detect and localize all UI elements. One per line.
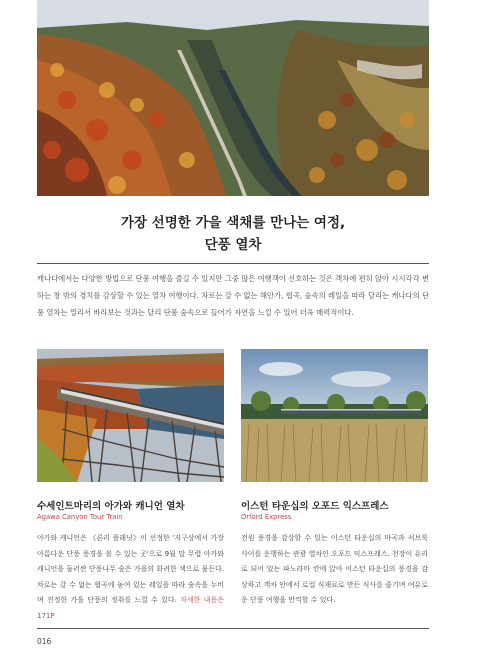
article-headline [37,212,429,256]
hero-photo-autumn-valley [37,0,429,196]
orford-express-photo [241,349,428,482]
headline-line-2: 단풍 열차 [204,237,262,253]
card-2-subtitle: Orford Express [241,513,292,521]
card-2-body: 전원 풍경을 감상할 수 있는 이스턴 타운십의 마곡과 셔브룩 사이를 운행하는 관광 열차인 오포드 익스프레스. 천장이 유리로 되어 있는 파노라마 칸에 앉아 이스턴 타운십의 풍경을 감상하고 객차 안에서 로컬 식재료로 만든 식사를 즐기며 여유로운 단풍 여행을 만끽할 수 있다. [241,534,428,604]
card-1-title: 수세인트마리의 아가와 캐니언 열차 [37,501,185,512]
card-1-page-reference: 자세한 내용은 171P [37,596,224,620]
card-1-subtitle: Agawa Canyon Tour Train [37,513,123,521]
divider-top [37,263,429,264]
page-number: 016 [37,637,52,646]
headline-line-1: 가장 선명한 가을 색채를 만나는 여정, [120,215,346,231]
card-2-title: 이스턴 타운십의 오포드 익스프레스 [241,501,389,512]
card-1-body [37,531,224,624]
agawa-train-photo [37,349,224,482]
divider-bottom [37,628,429,629]
intro-paragraph: 캐나다에서는 다양한 방법으로 단풍 여행을 즐길 수 있지만 그중 많은 여행객이 선호하는 것은 객차에 편히 앉아 시시각각 변하는 창 밖의 경치를 감상할 수 있는 열차 여행이다. 차로는 갈 수 없는 해안가, 협곡, 숲속의 레일을 따라 달리는 캐나다의 단풍 열차는 멀리서 바라보는 것과는 달리 단풍 숲속으로 들어가 자연을 느낄 수 있어 더욱 매력적이다. [37,274,429,317]
card-1-body-text: 아가와 캐니언은 《론리 플래닛》이 선정한 '지구상에서 가장 아름다운 단풍 풍경을 볼 수 있는 곳'으로 9월 말 무렵 아가와 캐니언을 둘러싼 단풍나무 숲은 가을의 화려한 색으로 물든다. 차로는 갈 수 없는 협곡에 놓여 있는 레일을 따라 숲속을 누비며 진정한 가을 단풍의 정취를 느낄 수 있다. [37,534,224,604]
